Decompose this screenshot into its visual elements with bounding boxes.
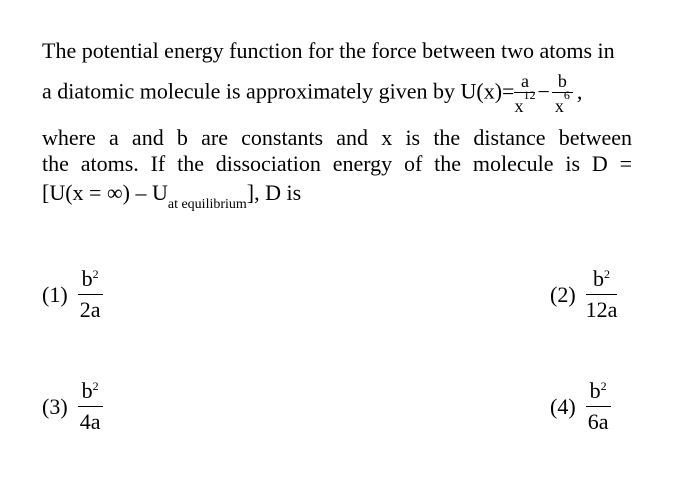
fraction-b-den-power: 6: [563, 88, 570, 102]
question-line-5-end: ], D is: [246, 180, 302, 205]
option-2-label: (2): [550, 281, 576, 307]
option-4-label: (4): [550, 393, 576, 419]
option-4-denominator: 6a: [587, 409, 609, 434]
question-line-2: [42, 72, 582, 115]
question-line-4: the atoms. If the dissociation energy of the molecule is D =: [42, 151, 632, 176]
option-1-numerator: [78, 268, 103, 295]
fraction-a-numerator: a: [514, 72, 535, 93]
option-4-num-base: b: [589, 378, 601, 403]
option-1-num-power: 2: [92, 267, 99, 281]
option-2-numerator: [586, 268, 618, 295]
fraction-a-denominator: [514, 88, 536, 116]
fraction-b-numerator: b: [552, 72, 573, 93]
minus-sign: −: [537, 78, 550, 104]
option-3-numerator: [78, 380, 103, 407]
fraction-a-over-x12: [514, 72, 535, 115]
option-3-num-power: 2: [92, 379, 99, 393]
option-2-denominator: 12a: [585, 297, 618, 322]
option-4[interactable]: [550, 380, 611, 433]
option-1-label: (1): [42, 281, 68, 307]
equilibrium-subscript: at equilibrium: [167, 197, 247, 213]
option-2-fraction: [586, 268, 618, 321]
fraction-b-den-base: x: [554, 96, 564, 116]
option-1[interactable]: [42, 268, 103, 321]
option-3-num-base: b: [81, 378, 93, 403]
option-3-fraction: [78, 380, 103, 433]
question-line-5-text: [U(x = ∞) – U: [42, 180, 168, 205]
option-3-label: (3): [42, 393, 68, 419]
trailing-comma: ,: [576, 78, 583, 104]
option-4-num-power: 2: [600, 379, 607, 393]
fraction-b-over-x6: [552, 72, 573, 115]
option-2-num-power: 2: [604, 267, 611, 281]
question-line-5: [42, 180, 301, 215]
option-1-num-base: b: [81, 266, 93, 291]
option-3[interactable]: [42, 380, 103, 433]
fraction-a-den-base: x: [514, 96, 524, 116]
option-1-denominator: 2a: [79, 297, 101, 322]
question-line-2-text: a diatomic molecule is approximately given by U(x)=: [42, 78, 515, 104]
question-line-3: where a and b are constants and x is the distance between: [42, 125, 632, 150]
option-1-fraction: [78, 268, 103, 321]
fraction-a-den-power: 12: [523, 88, 536, 102]
option-2-num-base: b: [593, 266, 605, 291]
option-4-numerator: [586, 380, 611, 407]
option-3-denominator: 4a: [79, 409, 101, 434]
option-2[interactable]: [550, 268, 617, 321]
fraction-b-denominator: [552, 88, 573, 116]
option-4-fraction: [586, 380, 611, 433]
question-line-1: The potential energy function for the force between two atoms in: [42, 38, 615, 63]
